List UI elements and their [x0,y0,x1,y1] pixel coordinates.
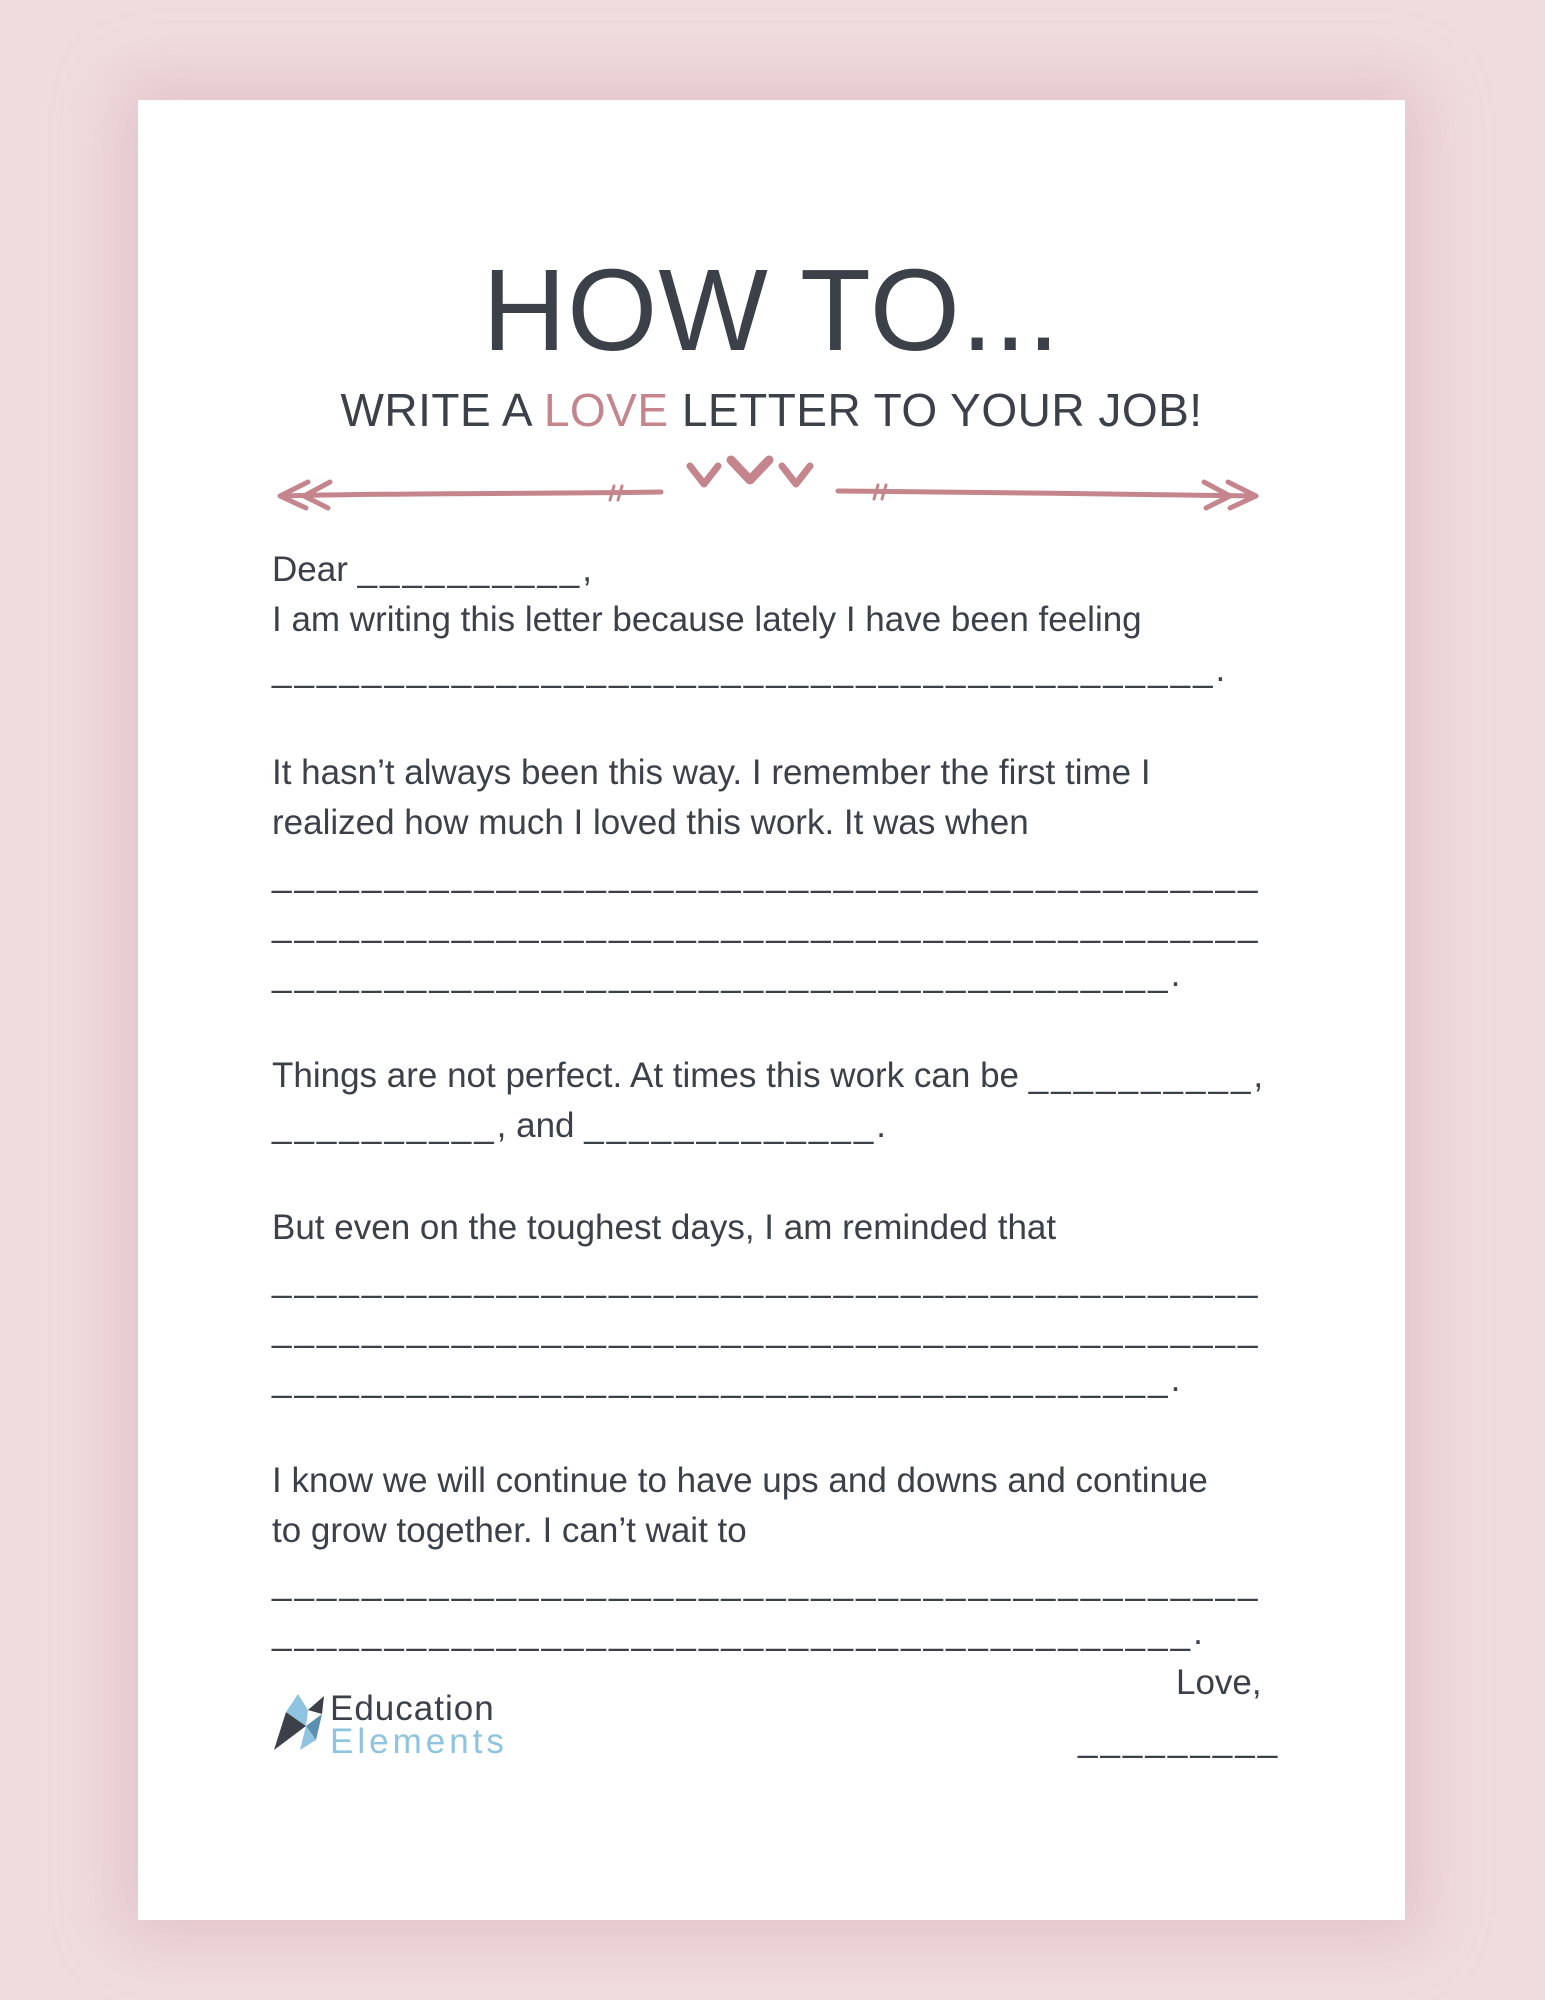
paragraph-4-line-1: But even on the toughest days, I am reminded that [272,1208,1057,1247]
paragraph-3-line-1 [272,1051,1312,1101]
paragraph-2-line-1: It hasn’t always been this way. I remember the first time I [272,753,1151,792]
heart-chevron-icons [690,460,810,484]
logo-text-education: Education [330,1689,495,1728]
reminder-blank-1: ____________________________________________ [272,1260,1261,1299]
memory-blank-3: ________________________________________. [272,955,1184,994]
challenge-blank-3: _____________. [584,1106,890,1145]
feeling-blank: __________________________________________. [272,650,1229,689]
memory-blank-1: ____________________________________________ [272,855,1261,894]
reminder-blank-2: ____________________________________________ [272,1310,1261,1349]
logo-text-elements: Elements [330,1722,508,1761]
challenge-blank-1: __________, [1028,1056,1267,1095]
page-subtitle [138,382,1405,438]
paragraph-3-text: Things are not perfect. At times this work can be [272,1056,1029,1095]
decorative-arrow-divider [266,440,1278,530]
letter-sheet [138,100,1405,1920]
greeting-line [272,545,1312,595]
subtitle-start: WRITE A [340,384,544,436]
reminder-blank-3: ________________________________________. [272,1360,1184,1399]
future-blank-1: ____________________________________________ [272,1563,1261,1602]
future-blank-2: _________________________________________. [272,1613,1206,1652]
right-arrow-icon [838,482,1256,508]
challenge-blank-2: __________ [272,1106,497,1145]
subtitle-end: LETTER TO YOUR JOB! [668,384,1203,436]
memory-blank-2: ____________________________________________ [272,905,1261,944]
paragraph-1-line-1: I am writing this letter because lately I have been feeling [272,600,1142,639]
subtitle-accent-word: LOVE [543,384,669,436]
paragraph-2-line-2: realized how much I loved this work. It was when [272,803,1029,842]
paragraph-5-line-2: to grow together. I can’t wait to [272,1511,747,1550]
page-title: HOW TO... [482,245,1061,375]
paragraph-5-line-1: I know we will continue to have ups and downs and continue [272,1461,1208,1500]
signature-blank: _________ [1078,1720,1281,1759]
paragraph-3-and: , and [496,1106,585,1145]
recipient-blank: __________, [357,550,595,589]
paragraph-3-line-2 [272,1101,1312,1151]
greeting-word: Dear [272,550,358,589]
closing-love: Love, [1176,1663,1262,1702]
left-arrow-icon [280,482,661,508]
